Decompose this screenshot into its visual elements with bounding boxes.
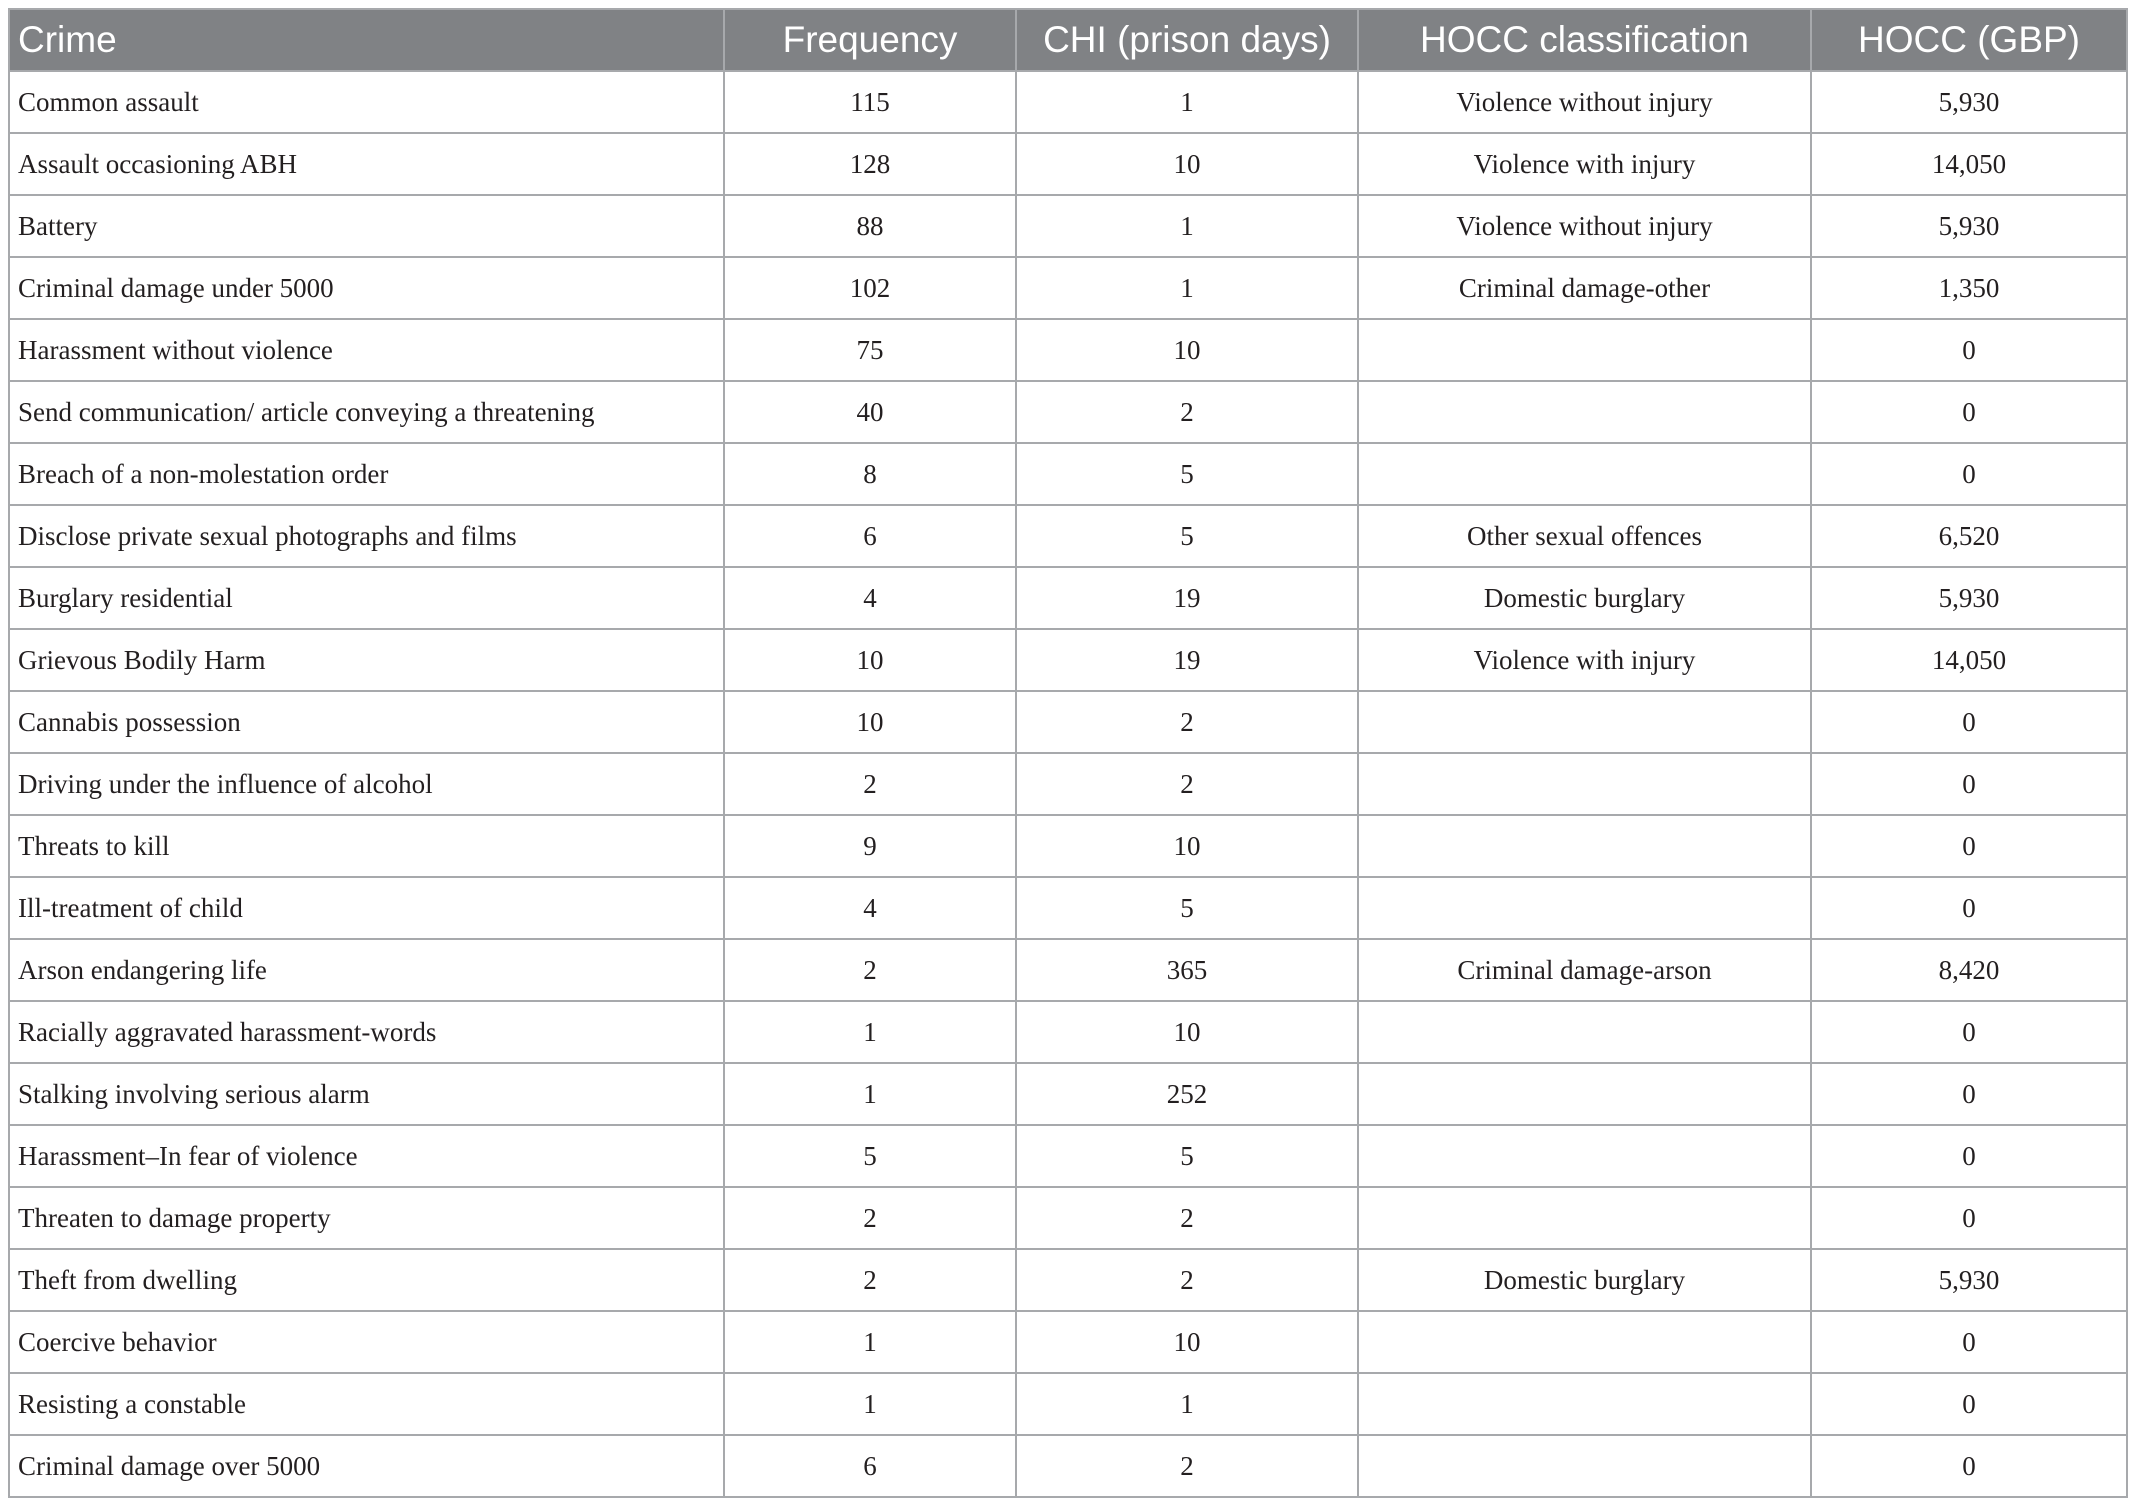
cell-chi: 2	[1016, 1249, 1358, 1311]
cell-crime: Threaten to damage property	[9, 1187, 724, 1249]
cell-chi: 10	[1016, 815, 1358, 877]
table-row	[9, 1187, 2127, 1249]
cell-chi: 1	[1016, 1373, 1358, 1435]
cell-hocc-gbp: 0	[1811, 381, 2127, 443]
table-row	[9, 319, 2127, 381]
cell-chi: 2	[1016, 753, 1358, 815]
table-row	[9, 133, 2127, 195]
cell-crime: Common assault	[9, 71, 724, 133]
table-row	[9, 877, 2127, 939]
cell-frequency: 8	[724, 443, 1016, 505]
cell-frequency: 88	[724, 195, 1016, 257]
cell-hocc-gbp: 0	[1811, 753, 2127, 815]
cell-hocc-gbp: 0	[1811, 1373, 2127, 1435]
cell-hocc-gbp: 5,930	[1811, 71, 2127, 133]
cell-crime: Harassment without violence	[9, 319, 724, 381]
cell-hocc-gbp: 0	[1811, 1125, 2127, 1187]
cell-hocc-classification	[1358, 1187, 1811, 1249]
cell-hocc-classification	[1358, 1311, 1811, 1373]
cell-chi: 2	[1016, 1435, 1358, 1497]
cell-chi: 5	[1016, 877, 1358, 939]
table-row	[9, 1249, 2127, 1311]
cell-crime: Harassment–In fear of violence	[9, 1125, 724, 1187]
cell-hocc-gbp: 14,050	[1811, 629, 2127, 691]
cell-hocc-classification	[1358, 319, 1811, 381]
cell-hocc-classification	[1358, 381, 1811, 443]
cell-frequency: 6	[724, 1435, 1016, 1497]
cell-frequency: 6	[724, 505, 1016, 567]
cell-hocc-classification	[1358, 753, 1811, 815]
cell-hocc-gbp: 5,930	[1811, 567, 2127, 629]
cell-crime: Assault occasioning ABH	[9, 133, 724, 195]
cell-chi: 10	[1016, 319, 1358, 381]
cell-hocc-gbp: 0	[1811, 877, 2127, 939]
cell-frequency: 2	[724, 1249, 1016, 1311]
cell-crime: Criminal damage under 5000	[9, 257, 724, 319]
cell-crime: Threats to kill	[9, 815, 724, 877]
cell-chi: 1	[1016, 71, 1358, 133]
header-hocc-gbp: HOCC (GBP)	[1811, 9, 2127, 71]
cell-hocc-gbp: 5,930	[1811, 195, 2127, 257]
cell-hocc-gbp: 0	[1811, 815, 2127, 877]
cell-hocc-gbp: 0	[1811, 1187, 2127, 1249]
cell-hocc-gbp: 0	[1811, 691, 2127, 753]
header-frequency: Frequency	[724, 9, 1016, 71]
cell-hocc-gbp: 1,350	[1811, 257, 2127, 319]
cell-crime: Grievous Bodily Harm	[9, 629, 724, 691]
crime-cost-table	[8, 8, 2128, 1498]
cell-chi: 2	[1016, 1187, 1358, 1249]
cell-frequency: 9	[724, 815, 1016, 877]
cell-chi: 2	[1016, 691, 1358, 753]
cell-crime: Driving under the influence of alcohol	[9, 753, 724, 815]
table-row	[9, 1063, 2127, 1125]
table-row	[9, 567, 2127, 629]
table-row	[9, 753, 2127, 815]
table-row	[9, 1311, 2127, 1373]
table-row	[9, 1435, 2127, 1497]
cell-crime: Criminal damage over 5000	[9, 1435, 724, 1497]
cell-crime: Resisting a constable	[9, 1373, 724, 1435]
cell-hocc-classification: Criminal damage-arson	[1358, 939, 1811, 1001]
table-row	[9, 505, 2127, 567]
cell-chi: 5	[1016, 1125, 1358, 1187]
table-row	[9, 691, 2127, 753]
cell-hocc-classification	[1358, 1435, 1811, 1497]
cell-crime: Disclose private sexual photographs and films	[9, 505, 724, 567]
cell-hocc-classification	[1358, 691, 1811, 753]
crime-cost-table-container	[8, 8, 2126, 1498]
cell-frequency: 102	[724, 257, 1016, 319]
cell-hocc-gbp: 0	[1811, 1001, 2127, 1063]
cell-frequency: 128	[724, 133, 1016, 195]
cell-chi: 1	[1016, 195, 1358, 257]
cell-frequency: 10	[724, 629, 1016, 691]
cell-frequency: 1	[724, 1311, 1016, 1373]
table-row	[9, 71, 2127, 133]
header-chi: CHI (prison days)	[1016, 9, 1358, 71]
table-row	[9, 1125, 2127, 1187]
cell-hocc-gbp: 8,420	[1811, 939, 2127, 1001]
cell-crime: Theft from dwelling	[9, 1249, 724, 1311]
cell-crime: Coercive behavior	[9, 1311, 724, 1373]
cell-chi: 10	[1016, 1311, 1358, 1373]
cell-hocc-classification	[1358, 1063, 1811, 1125]
cell-crime: Stalking involving serious alarm	[9, 1063, 724, 1125]
cell-chi: 10	[1016, 133, 1358, 195]
cell-crime: Racially aggravated harassment-words	[9, 1001, 724, 1063]
cell-hocc-gbp: 0	[1811, 1435, 2127, 1497]
cell-hocc-classification: Domestic burglary	[1358, 567, 1811, 629]
cell-crime: Breach of a non-molestation order	[9, 443, 724, 505]
cell-hocc-classification: Other sexual offences	[1358, 505, 1811, 567]
cell-chi: 252	[1016, 1063, 1358, 1125]
table-row	[9, 1373, 2127, 1435]
table-row	[9, 939, 2127, 1001]
cell-frequency: 5	[724, 1125, 1016, 1187]
cell-hocc-classification	[1358, 1125, 1811, 1187]
table-row	[9, 257, 2127, 319]
cell-crime: Burglary residential	[9, 567, 724, 629]
cell-hocc-gbp: 14,050	[1811, 133, 2127, 195]
header-hocc-classification: HOCC classification	[1358, 9, 1811, 71]
cell-crime: Send communication/ article conveying a threatening	[9, 381, 724, 443]
cell-frequency: 2	[724, 1187, 1016, 1249]
cell-chi: 365	[1016, 939, 1358, 1001]
cell-chi: 5	[1016, 505, 1358, 567]
cell-crime: Battery	[9, 195, 724, 257]
cell-hocc-gbp: 5,930	[1811, 1249, 2127, 1311]
cell-chi: 2	[1016, 381, 1358, 443]
table-row	[9, 815, 2127, 877]
header-crime: Crime	[9, 9, 724, 71]
cell-hocc-classification	[1358, 443, 1811, 505]
cell-hocc-classification: Criminal damage-other	[1358, 257, 1811, 319]
cell-chi: 19	[1016, 567, 1358, 629]
cell-frequency: 2	[724, 753, 1016, 815]
cell-hocc-classification: Domestic burglary	[1358, 1249, 1811, 1311]
cell-frequency: 115	[724, 71, 1016, 133]
cell-hocc-classification: Violence without injury	[1358, 71, 1811, 133]
cell-chi: 19	[1016, 629, 1358, 691]
cell-crime: Ill-treatment of child	[9, 877, 724, 939]
table-row	[9, 629, 2127, 691]
table-row	[9, 195, 2127, 257]
cell-frequency: 1	[724, 1001, 1016, 1063]
cell-hocc-gbp: 0	[1811, 443, 2127, 505]
cell-frequency: 40	[724, 381, 1016, 443]
table-row	[9, 1001, 2127, 1063]
cell-chi: 10	[1016, 1001, 1358, 1063]
cell-hocc-classification	[1358, 1001, 1811, 1063]
cell-frequency: 1	[724, 1373, 1016, 1435]
table-body	[9, 71, 2127, 1497]
header-row	[9, 9, 2127, 71]
cell-frequency: 4	[724, 877, 1016, 939]
cell-hocc-classification: Violence with injury	[1358, 133, 1811, 195]
cell-hocc-classification	[1358, 815, 1811, 877]
cell-frequency: 75	[724, 319, 1016, 381]
cell-chi: 5	[1016, 443, 1358, 505]
cell-hocc-classification: Violence with injury	[1358, 629, 1811, 691]
cell-hocc-gbp: 0	[1811, 1063, 2127, 1125]
cell-hocc-gbp: 0	[1811, 1311, 2127, 1373]
cell-hocc-gbp: 6,520	[1811, 505, 2127, 567]
cell-frequency: 1	[724, 1063, 1016, 1125]
cell-frequency: 2	[724, 939, 1016, 1001]
table-row	[9, 381, 2127, 443]
table-row	[9, 443, 2127, 505]
cell-hocc-classification	[1358, 877, 1811, 939]
cell-frequency: 10	[724, 691, 1016, 753]
cell-hocc-classification: Violence without injury	[1358, 195, 1811, 257]
cell-crime: Arson endangering life	[9, 939, 724, 1001]
cell-hocc-classification	[1358, 1373, 1811, 1435]
cell-frequency: 4	[724, 567, 1016, 629]
cell-chi: 1	[1016, 257, 1358, 319]
cell-hocc-gbp: 0	[1811, 319, 2127, 381]
cell-crime: Cannabis possession	[9, 691, 724, 753]
